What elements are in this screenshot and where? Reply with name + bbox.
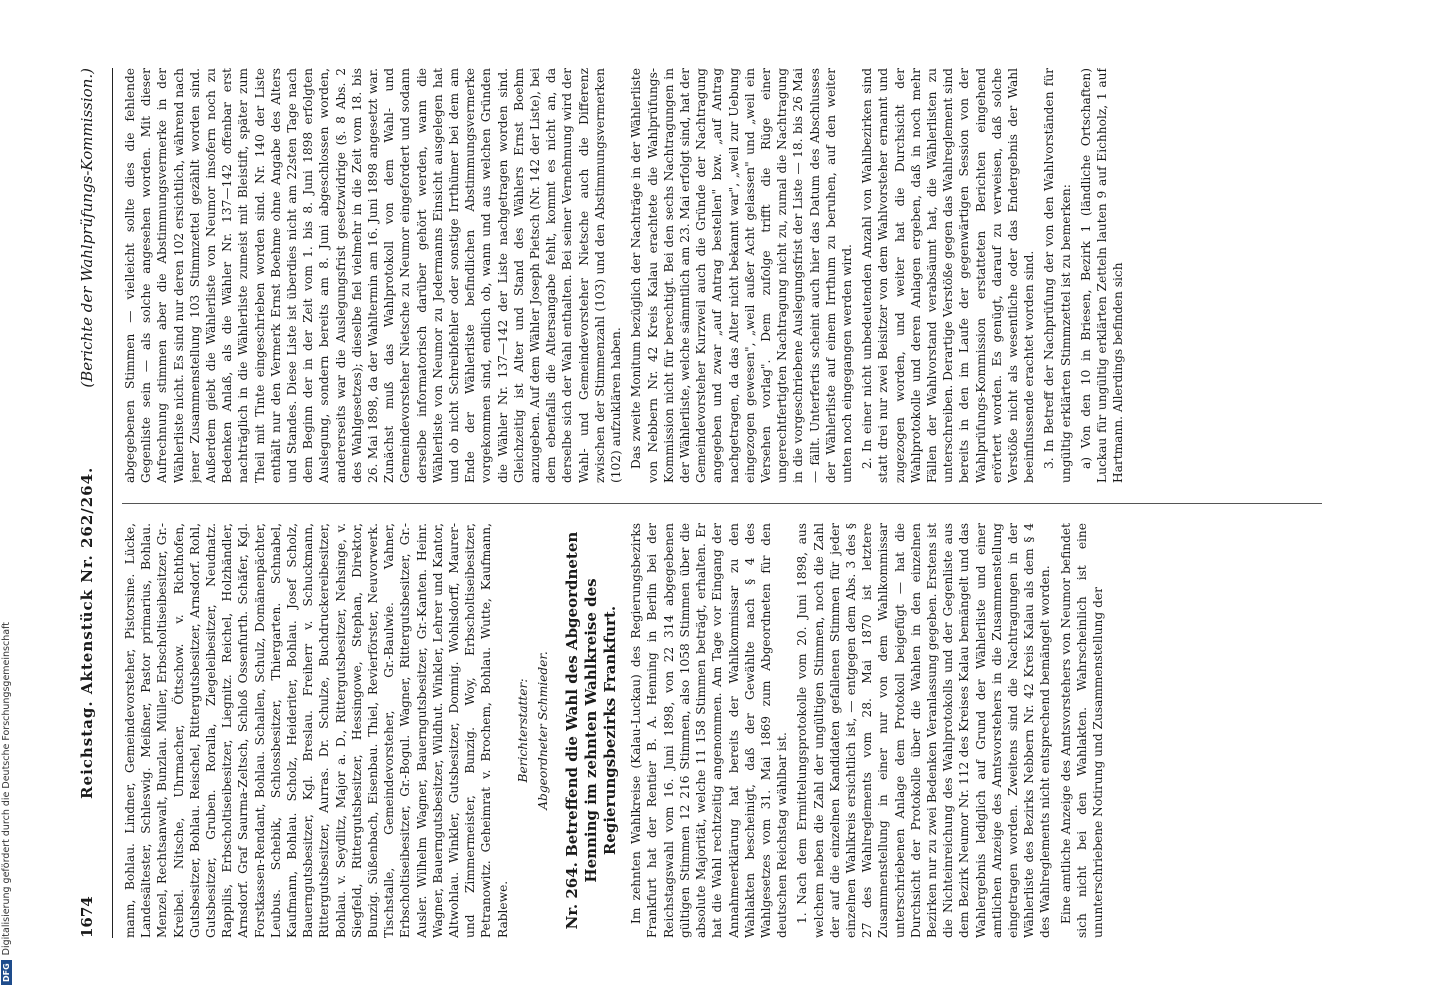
body-paragraph: Das zweite Monitum bezüglich der Nachträge in der Wählerliste von Nebbern Nr. 42 Kreis Kalau erachtete die Wahlprüfungs-Kommission nicht für berechtigt. Bei den sechs Nachtragungen in der Wählerliste, welche sämmtlich am 23. Mai erfolgt sind, hat der Gemeindevorsteher Kurzweil auch die Gründe der Nachtragung angegeben und zwar „auf Antrag bestellen" bzw. „auf Antrag nachgetragen, da das Alter nicht bekannt war", „weil zur Uebung eingezogen gewesen", „weil außer Acht gelassen" und „weil ein Versehen vorlag". Dem zufolge trifft die Rüge einer ungerechtfertigten Nachtragung nicht zu, zumal die Nachtragung in die vorgeschriebene Auslegungsfrist der Liste — 18. bis 26 Mai — fällt. Unterfertis scheint auch hier das Datum des Abschlusses der Wählerliste auf einem Irrthum zu beruhen, auf den weiter unten noch eingegangen werden wird. bbox=[629, 68, 854, 483]
section-heading: Nr. 264. Betreffend die Wahl des Abgeordneten Henning im zehnten Wahlkreise des Regierungsbezirks Frankfurt. bbox=[563, 531, 620, 930]
left-column bbox=[122, 523, 1322, 938]
body-paragraph: Eine amtliche Anzeige des Amtsvorstehers von Neumor befindet sich nicht bei den Wahlakten. Wahrscheinlich ist eine ununterschriebene Notirung und Zusammenstellung der bbox=[1058, 523, 1105, 938]
reporter-label: Berichterstatter: bbox=[515, 678, 530, 783]
page-subtitle: (Berichte der Wahlprüfungs-Kommission.) bbox=[78, 68, 96, 388]
page-title: Reichstag. Aktenstück Nr. 262/264. bbox=[78, 466, 96, 799]
column-divider bbox=[122, 503, 1322, 504]
right-column bbox=[122, 68, 1322, 483]
page-header bbox=[78, 68, 112, 938]
header-rule bbox=[112, 68, 113, 938]
body-paragraph: 2. In einer nicht unbedeutenden Anzahl von Wahlbezirken sind statt drei nur zwei Beisitzer von dem Wahlvorsteher ernannt und zugezogen worden, und weiter hat die Durchsicht der Wahlprotokolle und deren Anlagen ergeben, daß in noch mehr Fällen der Wahlvorstand verabsäumt hat, die Wählerlisten zu unterschreiben. Derartige Verstöße gegen das Wahlreglement sind bereits in den im Laufe der gegenwärtigen Session von der Wahlprüfungs-Kommission erstatteten Berichten eingehend erörtert worden. Es genügt, darauf zu verweisen, daß solche Verstöße nicht als wesentliche oder das Endergebnis der Wahl beeinflussende erachtet worden sind. bbox=[860, 68, 1037, 483]
body-paragraph: a) Von den 10 in Briesen, Bezirk 1 (ländliche Ortschaften) Luckau für ungültig erklärten Zetteln lauten 9 auf Eichholz, 1 auf Hartmann. Allerdings befinden sich bbox=[1078, 68, 1126, 483]
reporter-name: Abgeordneter Schmieder. bbox=[536, 651, 551, 810]
dfg-logo: DFG bbox=[1, 960, 12, 985]
document-sheet bbox=[78, 68, 1338, 938]
page-number: 1674 bbox=[78, 896, 96, 938]
digitization-footer bbox=[1, 0, 15, 985]
body-paragraph: 3. In Betreff der Nachprüfung der von den Wahlvorständen für ungültig erklärten Stimmzettel ist zu bemerken: bbox=[1042, 68, 1073, 483]
body-paragraph: abgegebenen Stimmen — vielleicht sollte dies die fehlende Gegenliste sein — als solche angesehen worden. Mit dieser Aufrechnung stimmen aber die Abstimmungsvermerke in der Wählerliste nicht. Es sind nur deren 102 ersichtlich, während nach jener Zusammenstellung 103 Stimmzettel gezählt worden sind. Außerdem giebt die Wählerliste von Neumor insofern noch zu Bedenken Anlaß, als die Wähler Nr. 137—142 offenbar erst nachträglich in die Wählerliste zumeist mit Bleistift, später zum Theil mit Tinte eingeschrieben worden sind. Nr. 140 der Liste enthält nur den Vermerk Ernst Boehme ohne Angabe des Alters und Standes. Diese Liste ist überdies nicht am 22sten Tage nach dem Beginn der in der Zeit vom 1. bis 8. Juni 1898 erfolgten Auslegung, sondern bereits am 8. Juni abgeschlossen worden, andererseits war die Auslegungsfrist gesetzwidrige (§. 8 Abs. 2 des Wahlgesetzes); dieselbe fiel vielmehr in die Zeit vom 18. bis 26. Mai 1898, da der Wahltermin am 16. Juni 1898 angesetzt war. Zunächst muß das Wahlprotokoll von dem Wahl- und Gemeindevorsteher Nietsche zu Neumor eingefordert und sodann derselbe informatorisch darüber gehört werden, wann die Wählerliste von Neumor zu Jedermanns Einsicht ausgelegen hat und ob nicht Schreibfehler oder sonstige Irrthümer bei dem am Ende der Wählerliste befindlichen Abstimmungsvermerke vorgekommen sind, endlich ob, wann und aus welchen Gründen die Wähler Nr. 137—142 der Liste nachgetragen worden sind. Gleichzeitig ist Alter und Stand des Wählers Ernst Boehm anzugeben. Auf dem Wähler Joseph Pietsch (Nr. 142 der Liste), bei dem ebenfalls die Altersangabe fehlt, kommt es nicht an, da derselbe sich der Wahl enthalten. Bei seiner Vernehmung wird der Wahl- und Gemeindevorsteher Nietsche auch die Differenz zwischen der Stimmenzahl (103) und den Abstimmungsvermerken (102) aufzuklären haben. bbox=[123, 68, 624, 483]
body-paragraph: 1. Nach dem Ermittelungsprotokolle vom 20. Juni 1898, aus welchem neben die Zahl der ungültigen Stimmen, noch die Zahl der auf die einzelnen Kandidaten gefallenen Stimmen für jeder einzelnen Wahlkreis ersichtlich ist, — entgegen dem Abs. 3 des § 27 des Wahlreglements vom 28. Mai 1870 ist letztere Zusammenstellung in einer nur von dem Wahlkommissar unterschriebenen Anlage dem Protokoll beigefügt — hat die Durchsicht der Protokolle über die Wahlen in den einzelnen Bezirken nur zu zwei Bedenken Veranlassung gegeben. Erstens ist die Nichteinreichung des Wahlprotokolls und der Gegenliste aus dem Bezirk Neumor Nr. 112 des Kreises Kalau bemängelt und das Wahlergebnis lediglich auf Grund der Wählerliste und einer amtlichen Anzeige des Amtsvorstehers in die Zusammenstellung eingetragen worden. Zweitens sind die Nachtragungen in der Wählerliste des Bezirks Nebbern Nr. 42 Kreis Kalau als dem § 4 des Wahlreglements nicht entsprechend bemängelt worden. bbox=[795, 523, 1053, 938]
footer-text: Digitalisierung gefördert durch die Deutsche Forschungsgemeinschaft bbox=[1, 622, 12, 956]
body-paragraph: Im zehnten Wahlkreise (Kalau-Luckau) des Regierungsbezirks Frankfurt hat der Rentier B. A. Henning in Berlin bei der Reichstagswahl vom 16. Juni 1898, von 22 314 abgegebenen gültigen Stimmen 12 216 Stimmen, also 1058 Stimmen über die absolute Majorität, welche 11 158 Stimmen beträgt, erhalten. Er hat die Wahl rechtzeitig angenommen. Am Tage vor Eingang der Annahmeerklärung hat bereits der Wahlkommissar zu den Wahlakten bescheinigt, daß der Gewählte nach § 4 des Wahlgesetzes vom 31. Mai 1869 zum Abgeordneten für den deutschen Reichstag wählbar ist. bbox=[629, 523, 790, 938]
name-list-paragraph: mann, Bohlau. Lindner, Gemeindevorsteher, Pistorsine. Lücke, Landesältester, Schleswig. Meißner, Pastor primarius, Bohlau. Menzel, Rechtsanwalt, Bunzlau. Müller, Erbscholtiseibesitzer, Gr.-Kreibel. Nitsche, Uhrmacher, Öttschow. v. Richthofen, Gutsbesitzer, Bohlau. Reischel, Rittergutsbesitzer, Arnsdorf. Rohl, Gutsbesitzer, Gruben. Roralla, Ziegeleibesitzer, Neudnatz. Rappilis, Erbscholtiseibesitzer, Liegnitz. Reichel, Holzhändler, Arnsdorf. Graf Saurma-Zeltsch, Schloß Ossenfurth. Schäfer, Kgl. Forstkassen-Rendant, Bohlau. Schallen, Schulz, Domänenpächter, Leubus. Schebik, Schlossbesitzer, Thiergarten. Schnabel, Kaufmann, Bohlau. Scholz, Heideriter, Bohlau. Josef Scholz, Bauerngutsbesitzer, Kgl. Breslau. Freiherr v. Schuckmann, Rittergutsbesitzer, Aurras. Dr. Schulze, Buchdruckereibesitzer, Bohlau. v. Seydlitz, Major a. D., Rittergutsbesitzer, Nehsinge, v. Siegfeld, Rittergutsbesitzer, Hessingowe, Stephan, Direktor, Bunzig. Süßenbach, Eisenbau. Thiel, Revierförster, Neuvorwerk. Tischstalle, Gemeindevorsteher, Gr.-Baulwie. Vahner, Erbscholtiseibesitzer, Gr.-Bogul. Wagner, Rittergutsbesitzer, Gr.-Ausler. Wilhelm Wagner, Bauerngutsbesitzer, Gr.-Kanten. Heinr. Wagner, Bauerngutsbesitzer, Wildhut. Winkler, Lehrer und Kantor, Altwohlau. Winkler, Gutsbesitzer, Domnig. Wohlsdorff, Maurer- und Zimmermeister, Bunzig. Woy, Erbscholtiseibesitzer, Petranowitz. Geheimrat v. Brochem, Bohlau. Wutte, Kaufmann, Rablewe. bbox=[123, 523, 510, 938]
